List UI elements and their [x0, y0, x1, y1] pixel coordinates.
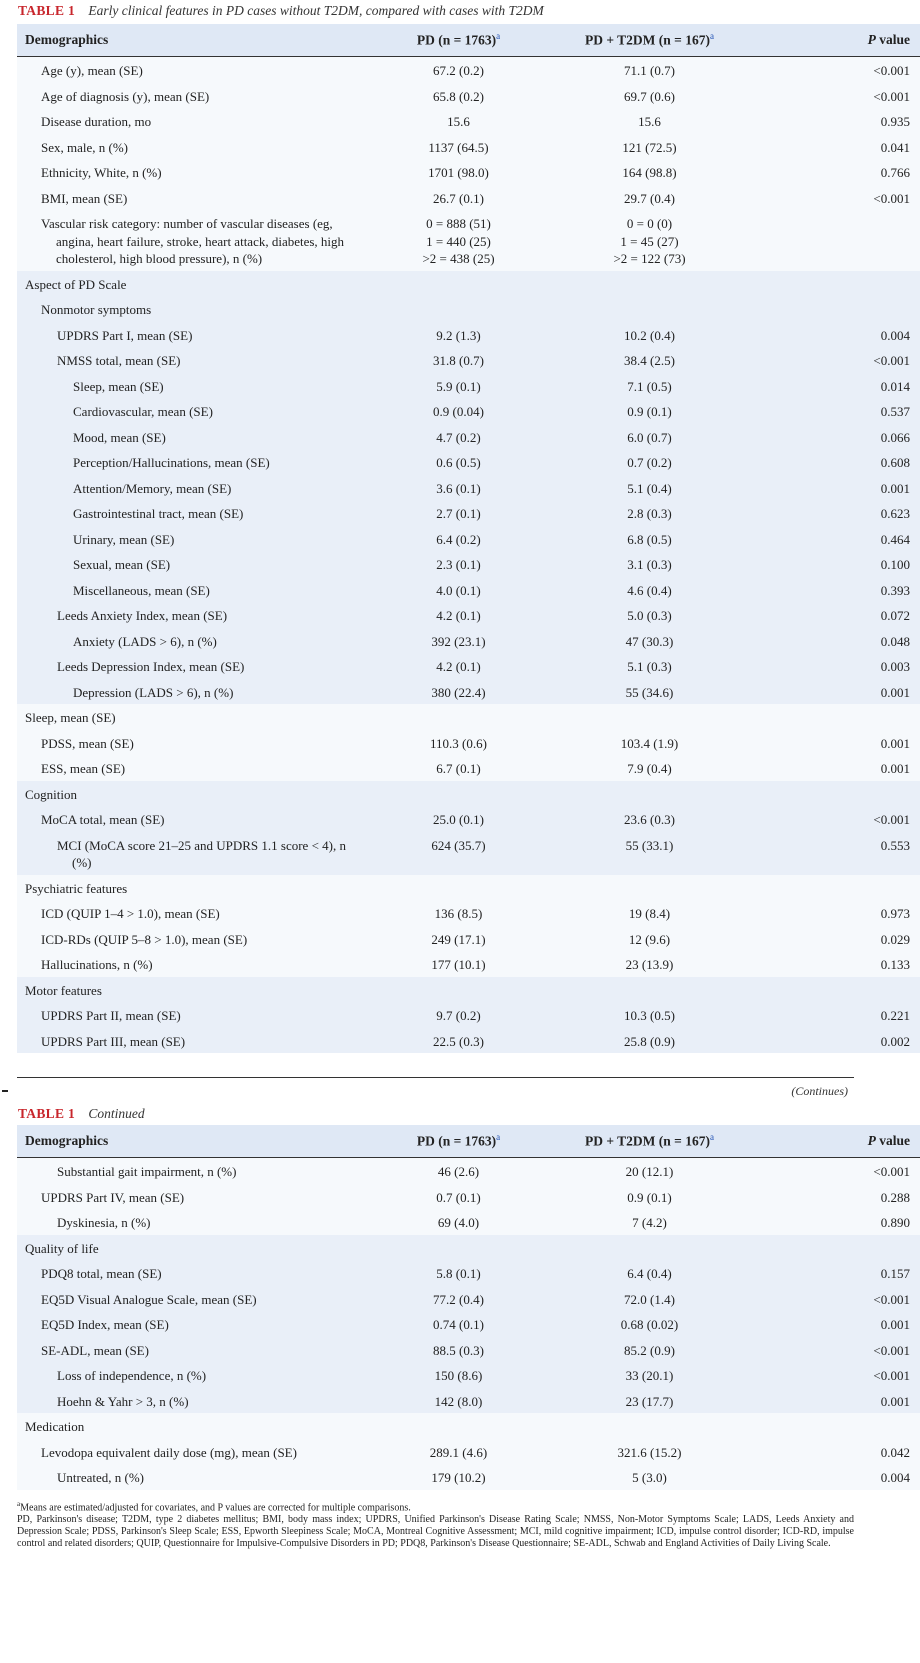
row-label: PDSS, mean (SE) — [41, 735, 134, 751]
pd-t2dm-value: 7.9 (0.4) — [627, 761, 672, 776]
row-label: Leeds Anxiety Index, mean (SE) — [57, 608, 228, 623]
pd-value: 4.7 (0.2) — [436, 429, 481, 445]
p-value: 0.041 — [880, 139, 910, 155]
p-value: <0.001 — [873, 812, 910, 827]
table-label: TABLE 1 — [18, 3, 75, 18]
pd-value: 2.3 (0.1) — [436, 557, 481, 572]
pd-t2dm-value: 7 (4.2) — [632, 1215, 667, 1230]
row-label: UPDRS Part III, mean (SE) — [41, 1033, 186, 1049]
table-row — [17, 449, 920, 475]
row-label: Leeds Depression Index, mean (SE) — [57, 659, 245, 674]
table-row — [17, 679, 920, 705]
p-value: 0.537 — [880, 404, 910, 419]
pd-t2dm-value: 7.1 (0.5) — [627, 378, 672, 394]
table-row — [17, 1464, 920, 1490]
empty-cell — [363, 704, 554, 730]
row-label: Hallucinations, n (%) — [41, 957, 153, 972]
pd-t2dm-value: 3.1 (0.3) — [627, 557, 672, 572]
table-row — [17, 1286, 920, 1312]
pd-value: 25.0 (0.1) — [433, 812, 484, 827]
table-row — [17, 322, 920, 348]
pd-value: 22.5 (0.3) — [433, 1033, 484, 1049]
header-pd-t2dm: PD + T2DM (n = 167)$^a$ — [584, 31, 714, 48]
pd-value: 6.4 (0.2) — [436, 531, 481, 547]
row-label: Dyskinesia, n (%) — [57, 1215, 151, 1230]
section-heading-row — [17, 1235, 920, 1261]
row-label: Ethnicity, White, n (%) — [41, 165, 162, 180]
pd-t2dm-value: 47 (30.3) — [625, 633, 674, 649]
p-value: <0.001 — [873, 190, 910, 206]
continues-label: (Continues) — [791, 1084, 848, 1098]
p-value: 0.766 — [880, 165, 910, 180]
row-label: Urinary, mean (SE) — [73, 531, 175, 547]
table-row — [17, 1362, 920, 1388]
p-value: 0.066 — [880, 429, 910, 445]
pd-t2dm-value: 6.8 (0.5) — [627, 531, 672, 547]
pd-value: 46 (2.6) — [437, 1164, 480, 1179]
p-value: <0.001 — [873, 1164, 910, 1179]
header-pd: PD (n = 1763)$^a$ — [416, 1132, 501, 1149]
p-value: <0.001 — [873, 1342, 910, 1358]
pd-t2dm-value: 6.0 (0.7) — [627, 429, 672, 445]
row-label: Sex, male, n (%) — [41, 139, 129, 155]
pd-value: 624 (35.7) — [431, 837, 486, 853]
p-value: 0.157 — [880, 1266, 910, 1281]
row-label: Miscellaneous, mean (SE) — [73, 582, 210, 598]
table-row — [17, 1260, 920, 1286]
table-row — [17, 57, 920, 83]
table-row — [17, 551, 920, 577]
p-value: 0.048 — [880, 633, 910, 649]
row-label: EQ5D Visual Analogue Scale, mean (SE) — [41, 1291, 257, 1307]
p-value: 0.221 — [880, 1008, 910, 1023]
row-label: Attention/Memory, mean (SE) — [73, 480, 232, 496]
table-row — [17, 347, 920, 373]
table-label-continued: TABLE 1 — [18, 1106, 75, 1121]
row-label: Age (y), mean (SE) — [41, 63, 143, 78]
table-row — [17, 159, 920, 185]
continues-rule — [17, 1077, 854, 1078]
pd-value: 0.74 (0.1) — [433, 1317, 484, 1332]
empty-cell — [554, 704, 745, 730]
table-part-2 — [17, 1125, 910, 1490]
table-row — [17, 755, 920, 781]
table-title-continued: Continued — [88, 1106, 145, 1121]
table-caption — [18, 3, 544, 19]
empty-cell — [554, 1413, 745, 1439]
empty-cell — [554, 1235, 745, 1261]
pd-value: 9.7 (0.2) — [436, 1008, 481, 1023]
section-heading-row — [17, 781, 920, 807]
pd-value: 69 (4.0) — [437, 1215, 480, 1230]
p-value: <0.001 — [873, 1291, 910, 1307]
row-label: Vascular risk category: number of vascular diseases (eg, angina, heart failure, stroke, heart attack, diabetes, high cholesterol, high blood pressure), n (%) — [41, 216, 345, 266]
pd-value: 0.6 (0.5) — [436, 455, 481, 470]
pd-value: 179 (10.2) — [431, 1470, 486, 1485]
empty-cell — [363, 296, 554, 322]
pd-t2dm-value: 33 (20.1) — [625, 1368, 674, 1383]
pd-value: 15.6 — [447, 114, 470, 129]
pd-t2dm-value: 38.4 (2.5) — [624, 353, 675, 368]
pd-t2dm-value: 0.7 (0.2) — [627, 455, 672, 470]
table-row — [17, 83, 920, 109]
empty-cell — [363, 781, 554, 807]
header-pd: PD (n = 1763)$^a$ — [416, 31, 501, 48]
table-row — [17, 1158, 920, 1184]
pd-t2dm-value: 321.6 (15.2) — [617, 1444, 682, 1460]
pd-t2dm-value: 23 (13.9) — [625, 957, 674, 972]
row-label: Loss of independence, n (%) — [57, 1368, 207, 1383]
row-label: Depression (LADS > 6), n (%) — [73, 684, 234, 700]
table-row — [17, 134, 920, 160]
pd-value: 65.8 (0.2) — [433, 88, 484, 104]
pd-t2dm-value: 6.4 (0.4) — [627, 1266, 672, 1281]
section-heading: Nonmotor symptoms — [41, 302, 152, 317]
table-row — [17, 373, 920, 399]
table-header-row-2 — [17, 1125, 920, 1158]
row-label: UPDRS Part I, mean (SE) — [57, 327, 193, 343]
pd-value: 31.8 (0.7) — [433, 353, 484, 368]
pd-t2dm-value: 5.1 (0.3) — [627, 659, 672, 674]
section-heading: Sleep, mean (SE) — [25, 710, 116, 725]
p-value: 0.029 — [880, 931, 910, 947]
pd-value: 150 (8.6) — [434, 1368, 483, 1383]
p-value: 0.001 — [880, 735, 910, 751]
section-heading: Motor features — [25, 982, 102, 998]
section-heading-row — [17, 296, 920, 322]
p-value: 0.464 — [880, 531, 910, 547]
pd-t2dm-value: 121 (72.5) — [622, 139, 677, 155]
table-row — [17, 806, 920, 832]
pd-value: 392 (23.1) — [431, 633, 486, 649]
section-heading: Psychiatric features — [25, 880, 128, 896]
p-value: 0.004 — [880, 327, 910, 343]
pd-t2dm-value: 4.6 (0.4) — [627, 582, 672, 598]
section-heading-row — [17, 977, 920, 1003]
row-label: Levodopa equivalent daily dose (mg), mean (SE) — [41, 1444, 297, 1460]
pd-t2dm-value: 29.7 (0.4) — [624, 190, 675, 206]
pd-value: 1137 (64.5) — [428, 139, 489, 155]
table-row — [17, 653, 920, 679]
table-row-vascular — [17, 210, 920, 271]
table-row — [17, 730, 920, 756]
p-value: 0.133 — [880, 957, 910, 972]
header-demographics: Demographics — [25, 32, 109, 47]
footnote-means: $^a$Means are estimated/adjusted for covariates, and P values are corrected for multiple comparisons. — [17, 1500, 411, 1514]
table-row — [17, 500, 920, 526]
row-label: MoCA total, mean (SE) — [41, 812, 165, 827]
empty-cell — [554, 781, 745, 807]
p-value: <0.001 — [873, 63, 910, 78]
pd-t2dm-value: 20 (12.1) — [625, 1164, 674, 1179]
p-value: 0.001 — [880, 761, 910, 776]
pd-value: 77.2 (0.4) — [433, 1291, 484, 1307]
row-label: MCI (MoCA score 21–25 and UPDRS 1.1 score < 4), n (%) — [57, 837, 346, 870]
p-value: 0.935 — [880, 114, 910, 129]
pd-t2dm-value: 85.2 (0.9) — [624, 1342, 675, 1358]
p-value: 0.623 — [880, 506, 910, 521]
p-value — [745, 210, 920, 271]
p-value: 0.973 — [880, 906, 910, 921]
row-label: Sexual, mean (SE) — [73, 557, 171, 572]
pd-t2dm-value: 10.3 (0.5) — [624, 1008, 675, 1023]
empty-cell — [363, 1235, 554, 1261]
p-value: 0.042 — [880, 1444, 910, 1460]
empty-cell — [363, 977, 554, 1003]
p-value: 0.100 — [880, 557, 910, 572]
table-row — [17, 1439, 920, 1465]
table-row — [17, 1337, 920, 1363]
row-label: Cardiovascular, mean (SE) — [73, 404, 213, 419]
table-row — [17, 1209, 920, 1235]
section-heading: Quality of life — [25, 1240, 99, 1256]
pd-value: 5.9 (0.1) — [436, 378, 481, 394]
p-value: 0.553 — [880, 837, 910, 853]
row-label: ICD-RDs (QUIP 5–8 > 1.0), mean (SE) — [41, 931, 248, 947]
pd-t2dm-value: 23 (17.7) — [625, 1393, 674, 1409]
pd-value: 142 (8.0) — [434, 1393, 483, 1409]
pd-t2dm-value: 55 (34.6) — [625, 684, 674, 700]
table-row — [17, 832, 920, 875]
p-value: 0.001 — [880, 1317, 910, 1332]
table-row — [17, 951, 920, 977]
p-value: 0.001 — [880, 684, 910, 700]
row-label: Gastrointestinal tract, mean (SE) — [73, 506, 244, 521]
header-p-value: P value — [867, 32, 910, 47]
pd-value: 289.1 (4.6) — [429, 1444, 488, 1460]
pd-value: 6.7 (0.1) — [436, 761, 481, 776]
p-value: 0.890 — [880, 1215, 910, 1230]
section-heading: Cognition — [25, 786, 78, 802]
row-label: ICD (QUIP 1–4 > 1.0), mean (SE) — [41, 906, 220, 921]
table-row — [17, 1388, 920, 1414]
pd-value: 67.2 (0.2) — [433, 63, 484, 78]
pd-value: 88.5 (0.3) — [433, 1342, 484, 1358]
table-part-1 — [17, 24, 910, 1053]
section-heading-row — [17, 271, 920, 297]
p-value: 0.014 — [880, 378, 910, 394]
pd-value: 249 (17.1) — [431, 931, 486, 947]
pd-t2dm-value: 55 (33.1) — [625, 837, 674, 853]
pd-value: 110.3 (0.6) — [430, 735, 487, 751]
section-heading: Aspect of PD Scale — [25, 276, 127, 292]
p-value: <0.001 — [873, 1368, 910, 1383]
footnote-abbreviations: PD, Parkinson's disease; T2DM, type 2 diabetes mellitus; BMI, body mass index; UPDRS, Unified Parkinson's Disease Rating Scale; NMSS, Non-Motor Symptoms Scale; LADS, Leeds Anxiety and Depression Scale; PDSS, Parkinson's Sleep Scale; ESS, Epworth Sleepiness Scale; MoCA, Montreal Cognitive Assessment; MCI, mild cognitive impairment; ICD, impulse control disorder; ICD-RD, impulse control and related disorders; QUIP, Questionnaire for Impulsive-Compulsive Disorders in PD; PDQ8, Parkinson's Disease Questionnaire; SE-ADL, Schwab and England Activities of Daily Living Scale. — [17, 1514, 854, 1550]
pd-t2dm-value: 72.0 (1.4) — [624, 1291, 675, 1307]
table-body-1 — [17, 57, 920, 1054]
p-value: 0.004 — [880, 1470, 910, 1485]
p-value: 0.288 — [880, 1189, 910, 1205]
margin-mark — [2, 1090, 8, 1092]
row-label: ESS, mean (SE) — [41, 761, 126, 776]
table-row — [17, 900, 920, 926]
section-heading-row — [17, 704, 920, 730]
pd-value: 4.2 (0.1) — [436, 608, 481, 623]
row-label: Untreated, n (%) — [57, 1470, 144, 1485]
row-label: Mood, mean (SE) — [73, 429, 166, 445]
header-p-value: P value — [867, 1133, 910, 1148]
pd-value: 0 = 888 (51) 1 = 440 (25) >2 = 438 (25) — [422, 216, 495, 266]
empty-cell — [745, 271, 920, 297]
table-footnote — [17, 1498, 854, 1550]
p-value: 0.072 — [880, 608, 910, 623]
empty-cell — [745, 1235, 920, 1261]
table-body-2 — [17, 1158, 920, 1490]
pd-value: 5.8 (0.1) — [436, 1266, 481, 1281]
table-row — [17, 1311, 920, 1337]
pd-t2dm-value: 25.8 (0.9) — [624, 1033, 675, 1049]
pd-value: 4.0 (0.1) — [436, 582, 481, 598]
p-value: 0.002 — [880, 1033, 910, 1049]
empty-cell — [363, 875, 554, 901]
p-value: 0.001 — [880, 1393, 910, 1409]
table-row — [17, 424, 920, 450]
table-title: Early clinical features in PD cases without T2DM, compared with cases with T2DM — [88, 3, 544, 18]
row-label: EQ5D Index, mean (SE) — [41, 1317, 169, 1332]
pd-value: 4.2 (0.1) — [436, 659, 481, 674]
table-row — [17, 1028, 920, 1054]
pd-t2dm-value: 0.68 (0.02) — [620, 1317, 679, 1332]
pd-t2dm-value: 69.7 (0.6) — [624, 88, 675, 104]
p-value: 0.003 — [880, 659, 910, 674]
pd-t2dm-value: 10.2 (0.4) — [624, 327, 675, 343]
empty-cell — [745, 977, 920, 1003]
pd-t2dm-value: 0.9 (0.1) — [627, 1189, 672, 1205]
table-row — [17, 577, 920, 603]
table-row — [17, 1184, 920, 1210]
pd-value: 9.2 (1.3) — [436, 327, 481, 343]
header-pd-t2dm: PD + T2DM (n = 167)$^a$ — [584, 1132, 714, 1149]
empty-cell — [745, 875, 920, 901]
section-heading-row — [17, 875, 920, 901]
pd-value: 0.9 (0.04) — [433, 404, 484, 419]
p-value: 0.393 — [880, 582, 910, 598]
pd-t2dm-value: 12 (9.6) — [628, 931, 671, 947]
pd-value: 136 (8.5) — [434, 906, 483, 921]
empty-cell — [554, 296, 745, 322]
row-label: Substantial gait impairment, n (%) — [57, 1164, 237, 1179]
pd-t2dm-value: 0.9 (0.1) — [627, 404, 672, 419]
table-header-row — [17, 24, 920, 57]
empty-cell — [745, 781, 920, 807]
pd-t2dm-value: 5.0 (0.3) — [627, 608, 672, 623]
pd-value: 177 (10.1) — [431, 957, 486, 972]
row-label: Age of diagnosis (y), mean (SE) — [41, 88, 210, 104]
table-row — [17, 398, 920, 424]
pd-value: 2.7 (0.1) — [436, 506, 481, 521]
pd-t2dm-value: 2.8 (0.3) — [627, 506, 672, 521]
table-row — [17, 475, 920, 501]
row-label: UPDRS Part IV, mean (SE) — [41, 1189, 185, 1205]
p-value: 0.608 — [880, 455, 910, 470]
empty-cell — [745, 704, 920, 730]
pd-t2dm-value: 164 (98.8) — [622, 165, 677, 180]
row-label: PDQ8 total, mean (SE) — [41, 1266, 162, 1281]
row-label: SE-ADL, mean (SE) — [41, 1342, 149, 1358]
empty-cell — [363, 271, 554, 297]
empty-cell — [554, 875, 745, 901]
table-row — [17, 108, 920, 134]
row-label: UPDRS Part II, mean (SE) — [41, 1008, 181, 1023]
row-label: Sleep, mean (SE) — [73, 378, 164, 394]
empty-cell — [554, 977, 745, 1003]
row-label: Perception/Hallucinations, mean (SE) — [73, 455, 270, 470]
pd-t2dm-value: 5 (3.0) — [632, 1470, 667, 1485]
section-heading: Medication — [25, 1419, 85, 1434]
p-value: <0.001 — [873, 88, 910, 104]
pd-value: 0.7 (0.1) — [436, 1189, 481, 1205]
p-value: <0.001 — [873, 353, 910, 368]
table-caption-continued — [18, 1106, 145, 1122]
table-row — [17, 926, 920, 952]
row-label: Hoehn & Yahr > 3, n (%) — [57, 1393, 189, 1409]
pd-t2dm-value: 23.6 (0.3) — [624, 812, 675, 827]
table-row — [17, 628, 920, 654]
pd-value: 3.6 (0.1) — [436, 480, 481, 496]
row-label: Disease duration, mo — [41, 114, 152, 129]
row-label: Anxiety (LADS > 6), n (%) — [73, 633, 217, 649]
pd-t2dm-value: 15.6 — [638, 114, 661, 129]
pd-value: 380 (22.4) — [431, 684, 486, 700]
row-label: BMI, mean (SE) — [41, 190, 128, 206]
section-heading-row — [17, 1413, 920, 1439]
row-label: NMSS total, mean (SE) — [57, 353, 181, 368]
p-value: 0.001 — [880, 480, 910, 496]
table-row — [17, 1002, 920, 1028]
pd-value: 26.7 (0.1) — [433, 190, 484, 206]
pd-t2dm-value: 5.1 (0.4) — [627, 480, 672, 496]
pd-t2dm-value: 19 (8.4) — [628, 906, 671, 921]
empty-cell — [745, 1413, 920, 1439]
empty-cell — [363, 1413, 554, 1439]
header-demographics: Demographics — [25, 1133, 109, 1148]
empty-cell — [554, 271, 745, 297]
table-row — [17, 602, 920, 628]
table-row — [17, 185, 920, 211]
pd-t2dm-value: 103.4 (1.9) — [620, 735, 679, 751]
pd-value: 1701 (98.0) — [428, 165, 489, 180]
pd-t2dm-value: 71.1 (0.7) — [624, 63, 675, 78]
empty-cell — [745, 296, 920, 322]
pd-t2dm-value: 0 = 0 (0) 1 = 45 (27) >2 = 122 (73) — [613, 216, 686, 266]
table-row — [17, 526, 920, 552]
